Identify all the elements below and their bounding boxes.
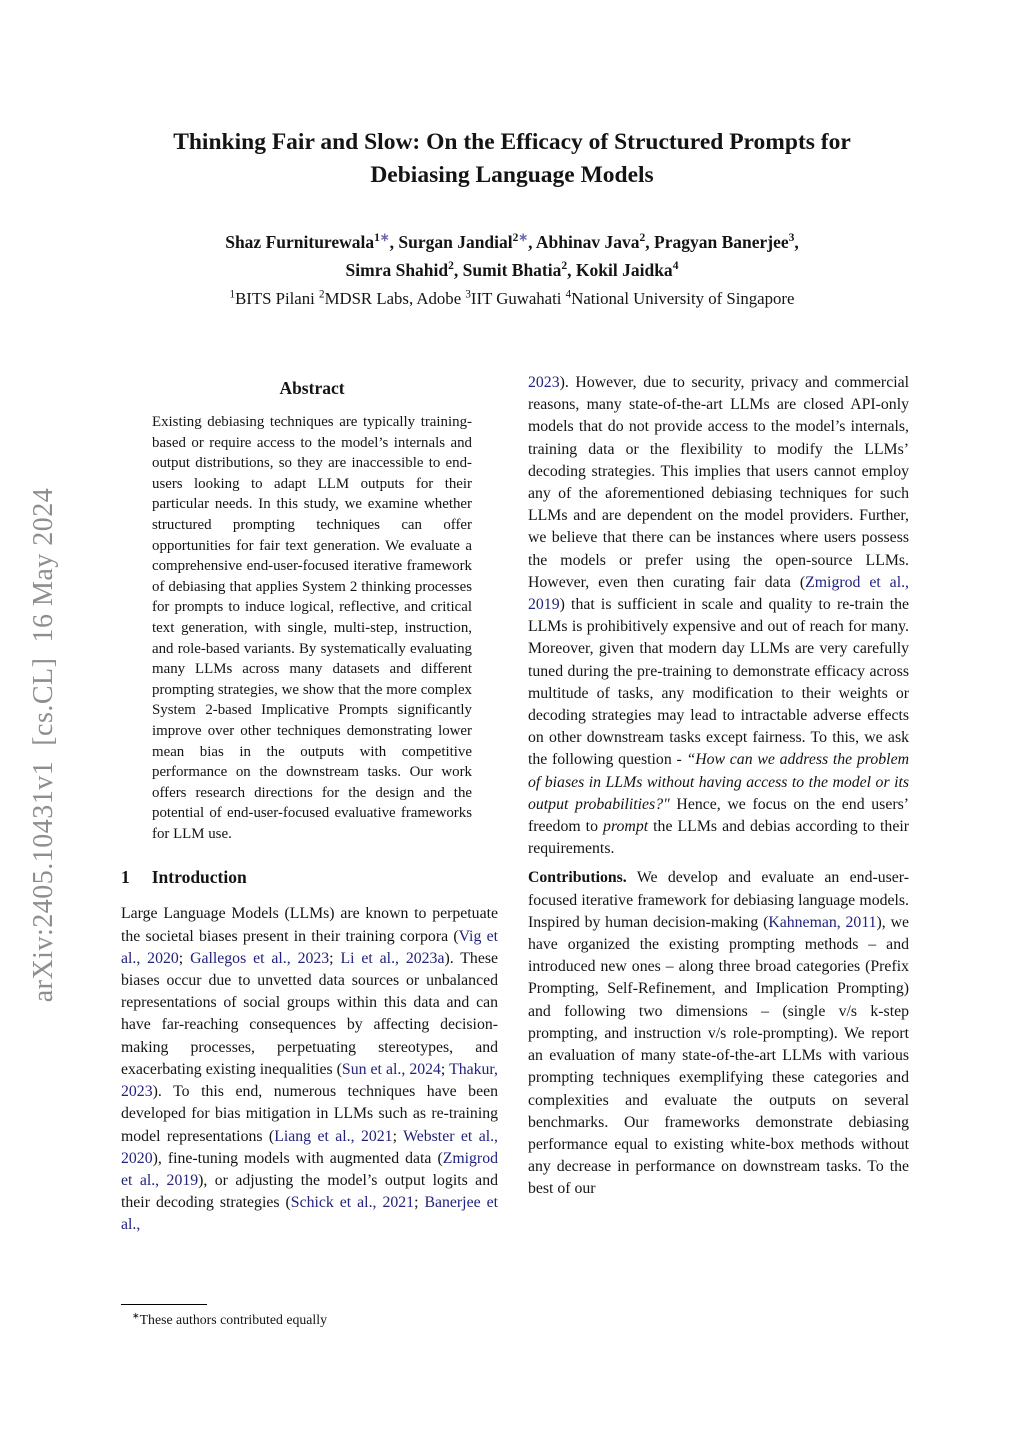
text-run: 4 (672, 259, 679, 272)
text-run: , Abhinav Java (528, 232, 640, 252)
abstract-heading: Abstract (279, 378, 345, 398)
text-run: Contributions. (528, 869, 627, 887)
section-number: 1 (121, 867, 130, 888)
text-run: We develop and evaluate an end-user-focused iterative framework for debiasing language models. Inspired by human decision-making ( (528, 869, 909, 931)
abstract-section (121, 378, 498, 844)
text-run: ; (414, 1194, 425, 1212)
text-run: ; (329, 949, 341, 967)
text-run: ). To this end, numerous techniques have been developed for bias mitigation in LLMs such as re-training model representations ( (121, 1083, 498, 1145)
text-run: ∗ (132, 1310, 140, 1321)
text-run: , Pragyan Banerjee (645, 232, 789, 252)
section-title: Introduction (151, 867, 247, 888)
text-run: Shaz Furniturewala (225, 232, 375, 252)
paper-title-line1: Thinking Fair and Slow: On the Efficacy of Structured Prompts for (173, 129, 851, 155)
citation-link[interactable]: Kahneman, 2011 (768, 913, 877, 931)
right-column (528, 372, 909, 1201)
text-run: 2 (639, 232, 646, 245)
citation-link[interactable]: Sun et al., 2024 (341, 1060, 441, 1078)
citation-link[interactable]: Li et al., 2023a (340, 949, 445, 967)
text-run: ). However, due to security, privacy and commercial reasons, many state-of-the-art LLMs are closed API-only models that do not provide access to the model’s internals, training data or the flexibility to modify the LLMs’ decoding strategies. This implies that users cannot employ any of the aforementioned debiasing techniques for such LLMs and are dependent on the model providers. Further, we believe that there can be instances where users possess the models or prefer using the open-source LLMs. However, even then curating fair data ( (528, 374, 909, 591)
text-run: ), fine-tuning models with augmented data ( (152, 1149, 443, 1167)
text-run: 2 (319, 288, 325, 301)
text-run: 3 (788, 232, 795, 245)
introduction-paragraph (121, 903, 498, 1236)
text-run: 3 (465, 288, 471, 301)
text-run: 1 (374, 232, 380, 245)
citation-link[interactable]: Zmigrod et al., 2019 (121, 1149, 498, 1189)
right-column-paragraph-1 (528, 372, 909, 860)
text-run: , Surgan Jandial (389, 232, 513, 252)
text-run: , Kokil Jaidka (567, 259, 673, 280)
text-run: IIT Guwahati (470, 289, 566, 308)
text-run: Large Language Models (LLMs) are known to perpetuate the societal biases present in their training corpora ( (121, 905, 498, 945)
text-run: 2 (512, 232, 519, 245)
text-run: , Sumit Bhatia (453, 259, 562, 280)
text-run: ; (178, 949, 191, 967)
text-run: “How can we address the problem of biases in LLMs without having access to the model or its output probabilities?" (528, 751, 909, 813)
text-run: 2 (561, 259, 568, 272)
text-run: ), we have organized the existing prompting methods – and introduced new ones – along three broad categories (Prefix Prompting, Self-Refinement, and Implication Prompting) and following two dimensions – (single v/s k-step prompting, and instruction v/s role-prompting). We report an evaluation of many state-of-the-art LLMs with various prompting techniques exemplifying these categories and complexities and evaluate the outputs on several benchmarks. Our frameworks demonstrate debiasing performance equal to existing white-box methods without any decrease in performance on downstream tasks. To the best of our (528, 913, 909, 1198)
author-block (0, 229, 1024, 311)
text-run: Hence, we focus on the end users’ freedom to (528, 795, 909, 836)
citation-link[interactable]: Gallegos et al., 2023 (190, 949, 330, 967)
citation-link[interactable]: Webster et al., 2020 (121, 1127, 498, 1167)
text-run: ) that is sufficient in scale and quality to re-train the LLMs is prohibitively expensive and out of reach for many. Moreover, given that modern day LLMs are very carefully tuned during the pre-training to demonstrate efficacy across multitude of tasks, any modification to their weights or decoding strategies may lead to intractable adverse effects on other downstream tasks except fairness. To this, we ask the following question - (528, 596, 909, 769)
text-run: ), or adjusting the model’s output logits and their decoding strategies ( (121, 1171, 498, 1212)
citation-link[interactable]: Vig et al., 2020 (121, 927, 498, 967)
text-run: ∗ (518, 232, 529, 245)
footnote (121, 1304, 498, 1329)
contributions-paragraph (528, 867, 909, 1200)
left-column (121, 372, 498, 1237)
arxiv-watermark: arXiv:2405.10431v1 [cs.CL] 16 May 2024 (28, 487, 59, 1003)
text-run: Simra Shahid (345, 259, 449, 280)
abstract-text: Existing debiasing techniques are typically training-based or require access to the model’s internals and output distributions, so they are inaccessible to end-users looking to adapt LLM outputs for their particular needs. In this study, we examine whether structured prompting techniques can offer opportunities for fair text generation. We evaluate a comprehensive end-user-focused iterative framework of debiasing that applies System 2 thinking processes for prompts to induce logical, reflective, and critical text generation, with single, multi-step, instruction, and role-based variants. By systematically evaluating many LLMs across many datasets and different prompting strategies, we show that the more complex System 2-based Implicative Prompts significantly improve over other techniques demonstrating lower mean bias in the outputs with competitive performance on the downstream tasks. Our work offers research directions for the design and the potential of end-user-focused evaluative frameworks for LLM use. (152, 414, 472, 842)
text-run: ; (392, 1127, 404, 1145)
paper-title-line2: Debiasing Language Models (370, 161, 654, 188)
citation-link[interactable]: Liang et al., 2021 (274, 1127, 393, 1145)
text-run: 4 (565, 288, 572, 301)
footnote-text (121, 1311, 498, 1329)
author-line-2 (0, 257, 1024, 285)
citation-link[interactable]: 2023 (528, 374, 560, 391)
citation-link[interactable]: Schick et al., 2021 (290, 1194, 415, 1212)
section-heading-introduction (121, 867, 498, 888)
paper-title (0, 126, 1024, 191)
text-run: , (794, 232, 799, 252)
text-run: 1 (229, 288, 236, 301)
footnote-rule (121, 1304, 207, 1305)
text-run: ; (440, 1060, 450, 1078)
text-run: ∗ (379, 232, 390, 245)
text-run: National University of Singapore (571, 289, 795, 308)
text-run: prompt (603, 818, 649, 836)
text-run: ). These biases occur due to unvetted data sources or unbalanced representations of social groups within this data and can have far-reaching consequences by affecting decision-making processes, perpetuating stereotypes, and exacerbating existing inequalities ( (121, 949, 498, 1078)
author-line-1 (0, 229, 1024, 257)
text-run: These authors contributed equally (139, 1312, 327, 1327)
affiliations-line (0, 287, 1024, 311)
text-run: 2 (448, 259, 454, 272)
citation-link[interactable]: Thakur, 2023 (121, 1060, 499, 1101)
text-run: BITS Pilani (235, 289, 320, 308)
text-run: the LLMs and debias according to their requirements. (528, 818, 909, 858)
citation-link[interactable]: Zmigrod et al., 2019 (528, 573, 909, 614)
citation-link[interactable]: Banerjee et al., (121, 1194, 498, 1234)
text-run: MDSR Labs, Adobe (324, 289, 466, 308)
